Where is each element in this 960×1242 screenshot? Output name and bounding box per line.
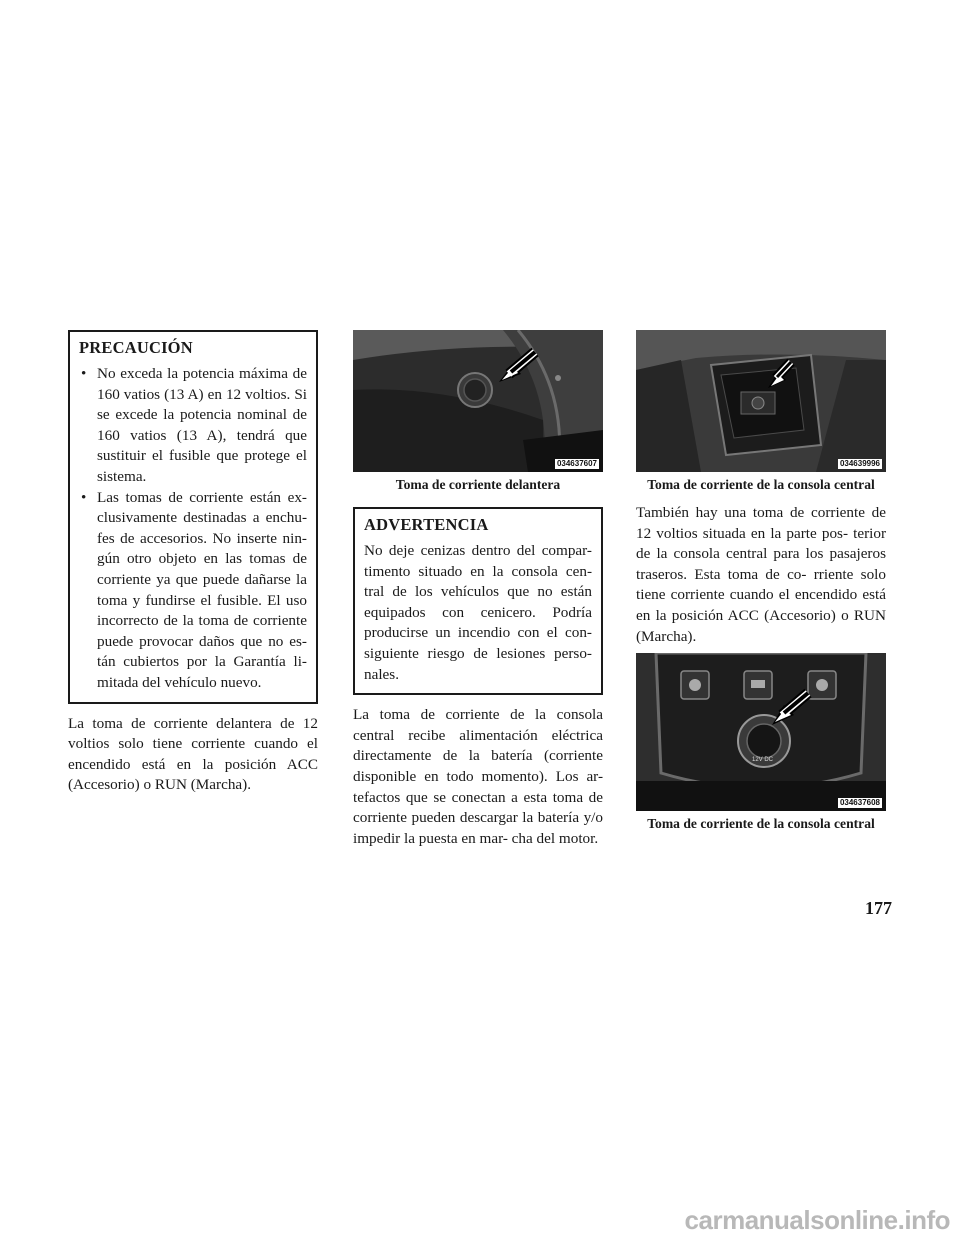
figure-caption: Toma de corriente de la consola central xyxy=(647,816,875,832)
rear-outlet-illustration xyxy=(636,653,886,811)
watermark-text: carmanualsonline.info xyxy=(684,1205,950,1235)
figure-caption: Toma de corriente delantera xyxy=(395,477,561,492)
column-middle xyxy=(353,330,603,849)
caution-list xyxy=(79,364,307,694)
warning-box xyxy=(353,507,603,695)
figure-code: 034637607 xyxy=(556,459,597,468)
center-console-outlet-photo xyxy=(636,330,886,472)
front-power-outlet-photo xyxy=(353,330,603,472)
column-right xyxy=(636,330,886,832)
figure-code: 034639996 xyxy=(839,459,880,468)
caution-box xyxy=(68,330,318,704)
caution-title: PRECAUCIÓN xyxy=(79,338,193,357)
watermark xyxy=(0,1200,960,1242)
front-outlet-illustration xyxy=(353,330,603,472)
figure-caption: Toma de corriente de la consola central xyxy=(647,477,875,492)
warning-text: No deje cenizas dentro del compar- timento situado en la consola cen- tral de los vehículos que no están equipados con cenicero. Podría producirse un incendio con el con- siguiente riesgo de lesiones perso- nales. xyxy=(364,542,592,683)
socket-label: 12V DC xyxy=(752,757,774,764)
rear-console-outlet-photo xyxy=(636,653,886,811)
console-outlet-illustration xyxy=(636,330,886,472)
caution-item: • No exceda la potencia máxima de 160 vatios (13 A) en 12 voltios. Si se excede la potencia nominal de 160 vatios (13 A), tendrá que sustituir el fusible que protege el sistema. xyxy=(79,364,307,488)
column-left xyxy=(68,330,318,796)
warning-title: ADVERTENCIA xyxy=(364,515,489,534)
front-outlet-paragraph: La toma de corriente delantera de 12 voltios solo tiene corriente cuando el encendido está en la posición ACC (Accesorio) o RUN (Marcha). xyxy=(68,714,318,794)
center-console-outlet-paragraph: La toma de corriente de la consola central recibe alimentación eléctrica directamente de la batería (corriente disponible en todo momento). Los ar- tefactos que se conectan a esta toma de corriente pueden descargar la batería y/o impedir la puesta en mar- cha del motor. xyxy=(353,706,603,847)
rear-outlet-paragraph: También hay una toma de corriente de 12 voltios situada en la parte pos- terior de la consola central para los pasajeros traseros. Esta toma de co- rriente solo tiene corriente cuando el encendido está en la posición ACC (Accesorio) o RUN (Marcha). xyxy=(636,504,886,645)
page-number: 177 xyxy=(865,898,892,918)
caution-item: • Las tomas de corriente están ex- clusivamente destinadas a enchu- fes de accesorios. No inserte nin- gún otro objeto en las tomas de corriente ya que puede dañarse la toma y fundirse el fusible. El uso incorrecto de la toma de corriente puede provocar daños que no es- tán cubiertos por la Garantía li- mitada del vehículo nuevo. xyxy=(79,488,307,694)
figure-code: 034637608 xyxy=(839,798,880,808)
